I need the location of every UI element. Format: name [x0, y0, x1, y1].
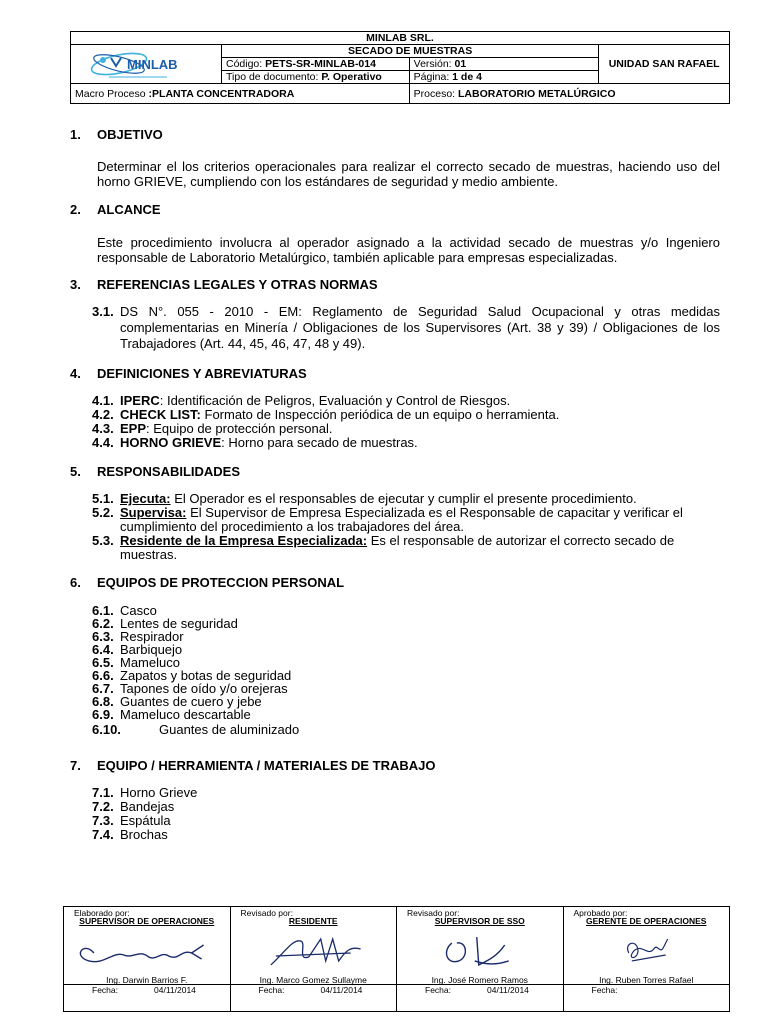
- document-code: Código: PETS-SR-MINLAB-014: [222, 58, 410, 71]
- signature-role: SUPERVISOR DE OPERACIONES: [79, 916, 215, 926]
- signature-date: Fecha: 04/11/2014: [64, 984, 230, 993]
- list-item: 4.2. CHECK LIST: Formato de Inspección periódica de un equipo o herramienta.: [92, 407, 560, 422]
- list-item: 4.4. HORNO GRIEVE: Horno para secado de muestras.: [92, 435, 418, 450]
- list-item: 6.1. Casco: [92, 603, 157, 618]
- handwritten-signature-icon: [231, 931, 397, 971]
- list-item: 6.7. Tapones de oído y/o orejeras: [92, 681, 288, 696]
- signer-name: Ing. José Romero Ramos: [431, 975, 528, 985]
- list-item: 6.9. Mameluco descartable: [92, 707, 251, 722]
- list-item: 5.3. Residente de la Empresa Especializada: Es el responsable de autorizar el correcto secado de muestras.: [92, 533, 675, 562]
- list-item: 7.3. Espátula: [92, 813, 171, 828]
- document-version: Versión: 01: [409, 58, 599, 71]
- list-item: 6.5. Mameluco: [92, 655, 180, 670]
- list-item: 6.10. Guantes de aluminizado: [92, 722, 300, 737]
- unit-name: UNIDAD SAN RAFAEL: [599, 45, 730, 84]
- handwritten-signature-icon: [564, 931, 730, 971]
- signature-role: GERENTE DE OPERACIONES: [586, 916, 707, 926]
- list-item: 6.6. Zapatos y botas de seguridad: [92, 668, 292, 683]
- list-item: 6.8. Guantes de cuero y jebe: [92, 694, 262, 709]
- approval-signatures: [63, 906, 730, 1012]
- company-name: MINLAB SRL.: [71, 32, 730, 45]
- signature-block-revisado-sso: Revisado por: SUPERVISOR DE SSO Ing. José Romero Ramos Fecha: 04/11/2014: [397, 907, 564, 1012]
- macro-process: Macro Proceso :PLANTA CONCENTRADORA: [71, 84, 410, 104]
- list-item: 4.3. EPP: Equipo de protección personal.: [92, 421, 333, 436]
- logo-wordmark: MINLAB: [127, 57, 178, 72]
- list-item: 5.2. Supervisa: El Supervisor de Empresa Especializada es el Responsable de capacitar y verificar el cumplimiento del procedimiento a los trabajadores del área.: [92, 505, 683, 534]
- list-item: 7.1. Horno Grieve: [92, 785, 198, 800]
- minlab-logo-icon: [89, 48, 207, 82]
- list-item: 6.3. Respirador: [92, 629, 184, 644]
- list-item: 6.4. Barbiquejo: [92, 642, 183, 657]
- section-alcance-text: Este procedimiento involucra al operador asignado a la actividad secado de muestras y/o Ingeniero responsable de Laboratorio Metalúrgico, también aplicable para empresas especializadas.: [97, 235, 720, 265]
- list-item: 5.1. Ejecuta: El Operador es el responsables de ejecutar y cumplir el presente procedimiento.: [92, 491, 637, 506]
- signature-date: Fecha: 04/11/2014: [231, 984, 397, 993]
- document-header: [70, 31, 730, 104]
- signature-block-aprobado: Aprobado por: GERENTE DE OPERACIONES Ing. Ruben Torres Rafael Fecha:: [563, 907, 730, 1012]
- process: Proceso: LABORATORIO METALÚRGICO: [409, 84, 729, 104]
- page-number: Página: 1 de 4: [409, 71, 599, 84]
- document-title: SECADO DE MUESTRAS: [222, 45, 599, 58]
- handwritten-signature-icon: [397, 931, 563, 971]
- document-type: Tipo de documento: P. Operativo: [222, 71, 410, 84]
- signature-date: Fecha:: [564, 984, 730, 993]
- signer-name: Ing. Darwin Barrios F.: [106, 975, 188, 985]
- list-item: 7.2. Bandejas: [92, 799, 175, 814]
- handwritten-signature-icon: [64, 931, 230, 971]
- list-item: 6.2. Lentes de seguridad: [92, 616, 238, 631]
- list-item: 3.1. DS N°. 055 - 2010 - EM: Reglamento de Seguridad Salud Ocupacional y otras medidas complementarias en Minería / Obligaciones de los Supervisores (Art. 38 y 39) / Obligaciones de los Trabajadores (Art. 44, 45, 46, 47, 48 y 49).: [92, 304, 720, 351]
- signature-role: SUPERVISOR DE SSO: [434, 916, 525, 926]
- signer-name: Ing. Marco Gomez Sullayme: [259, 975, 367, 985]
- signature-block-revisado-residente: Revisado por: RESIDENTE Ing. Marco Gomez Sullayme Fecha: 04/11/2014: [230, 907, 397, 1012]
- list-item: 7.4. Brochas: [92, 827, 168, 842]
- signature-block-elaborado: Elaborado por: SUPERVISOR DE OPERACIONES Ing. Darwin Barrios F. Fecha: 04/11/2014: [64, 907, 231, 1012]
- company-logo: [71, 45, 222, 84]
- signature-date: Fecha: 04/11/2014: [397, 984, 563, 993]
- section-objetivo-text: Determinar el los criterios operacionales para realizar el correcto secado de muestras, haciendo uso del horno GRIEVE, cumpliendo con los estándares de seguridad y medio ambiente.: [97, 159, 720, 189]
- signer-name: Ing. Ruben Torres Rafael: [599, 975, 694, 985]
- signature-role: RESIDENTE: [288, 916, 338, 926]
- list-item: 4.1. IPERC: Identificación de Peligros, Evaluación y Control de Riesgos.: [92, 393, 511, 408]
